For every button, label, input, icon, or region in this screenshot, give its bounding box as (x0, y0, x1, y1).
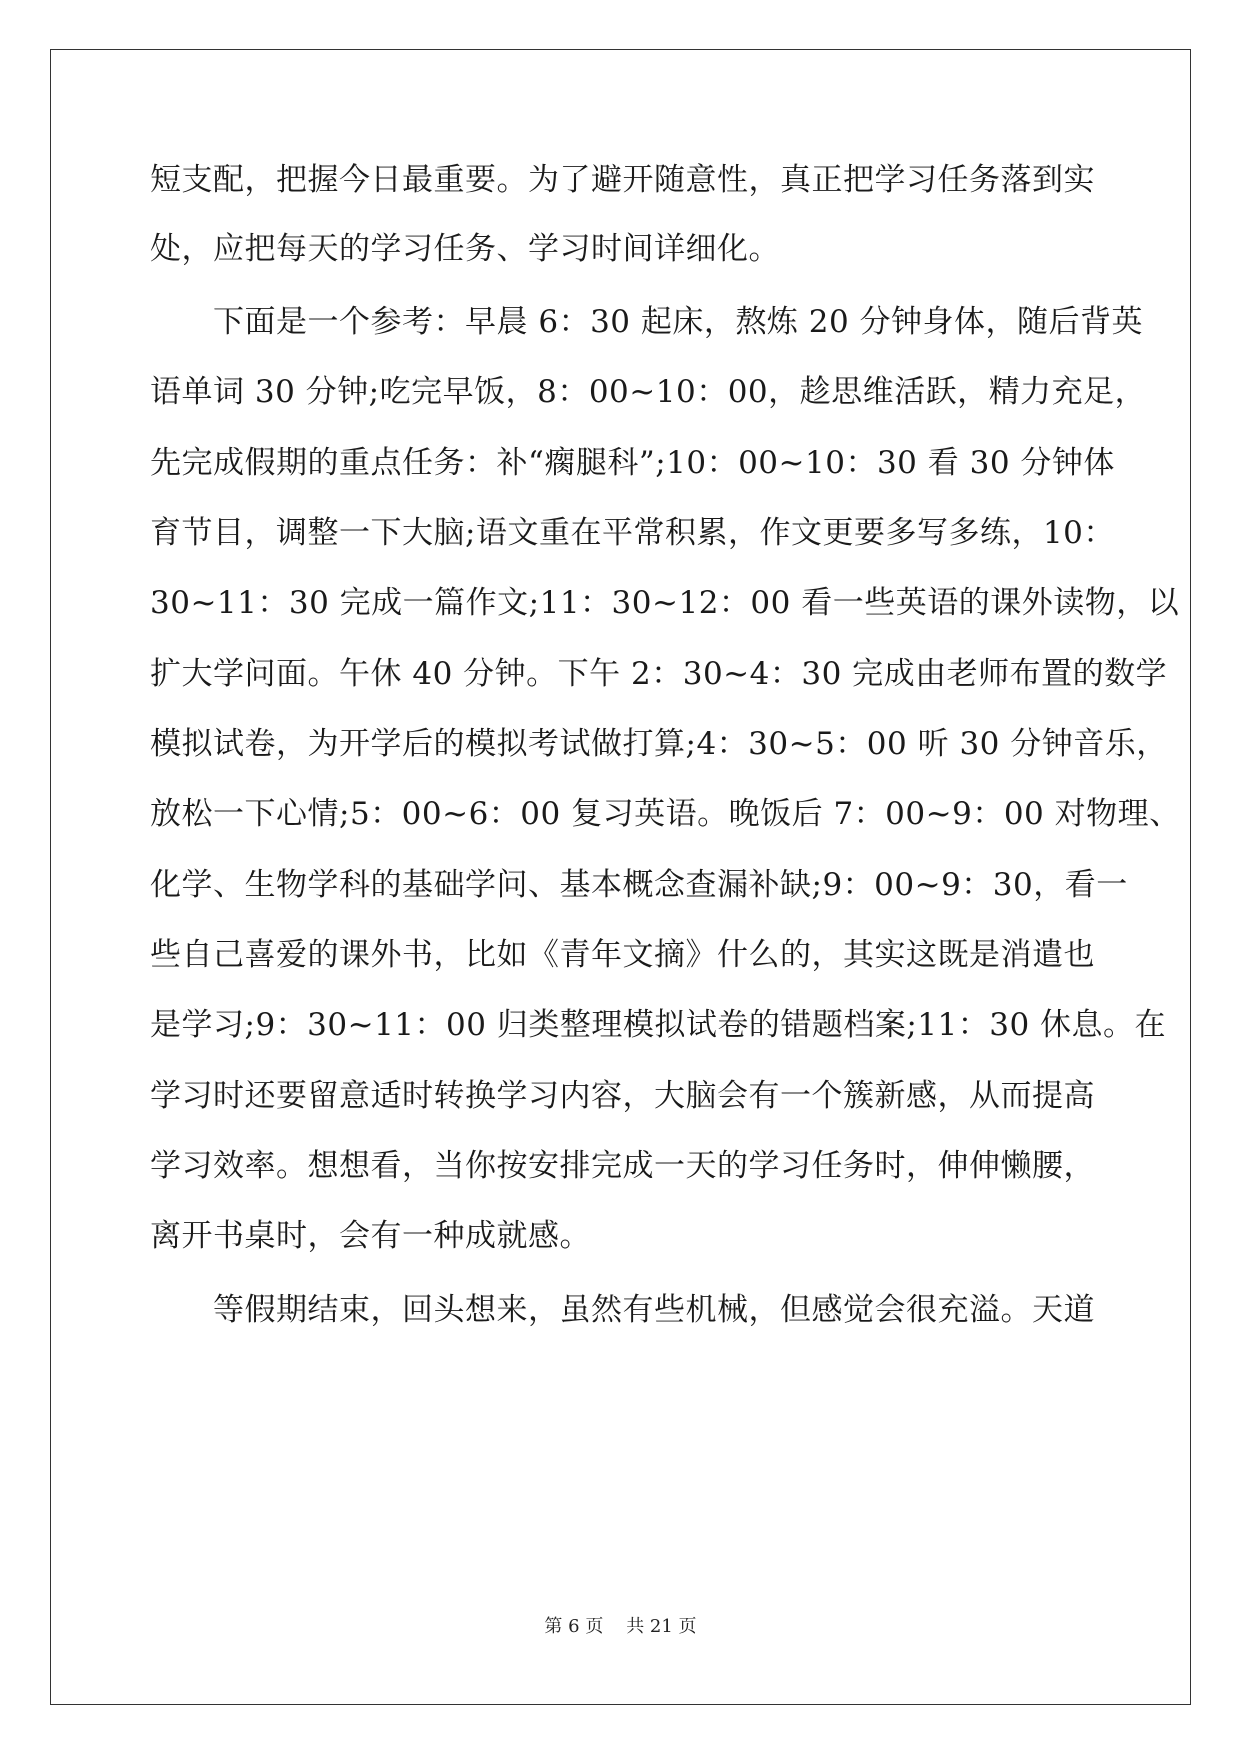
text-line: 育节目，调整一下大脑;语文重在平常积累，作文更要多写多练，10： (150, 515, 1115, 551)
text-line: 离开书桌时，会有一种成就感。 (150, 1218, 591, 1254)
text-line: 学习时还要留意适时转换学习内容，大脑会有一个簇新感，从而提高 (150, 1078, 1095, 1114)
text-line: 放松一下心情;5：00~6：00 复习英语。晚饭后 7：00~9：00 对物理、 (150, 796, 1181, 832)
text-line: 先完成假期的重点任务：补“瘸腿科”;10：00~10：30 看 30 分钟体 (150, 445, 1115, 481)
text-line: 扩大学问面。午休 40 分钟。下午 2：30~4：30 完成由老师布置的数学 (150, 656, 1168, 692)
text-line: 些自己喜爱的课外书，比如《青年文摘》什么的，其实这既是消遣也 (150, 937, 1095, 973)
text-line: 语单词 30 分钟;吃完早饭，8：00~10：00，趁思维活跃，精力充足， (150, 374, 1147, 410)
text-line: 等假期结束，回头想来，虽然有些机械，但感觉会很充溢。天道 (213, 1292, 1095, 1328)
text-line: 下面是一个参考：早晨 6：30 起床，熬炼 20 分钟身体，随后背英 (213, 304, 1144, 340)
text-line: 学习效率。想想看，当你按安排完成一天的学习任务时，伸伸懒腰， (150, 1148, 1095, 1184)
text-line: 短支配，把握今日最重要。为了避开随意性，真正把学习任务落到实 (150, 162, 1095, 198)
text-line: 模拟试卷，为开学后的模拟考试做打算;4：30~5：00 听 30 分钟音乐， (150, 726, 1168, 762)
page-number: 第 6 页 共 21 页 (544, 1616, 697, 1637)
text-line: 处，应把每天的学习任务、学习时间详细化。 (150, 231, 780, 267)
text-line: 化学、生物学科的基础学问、基本概念查漏补缺;9：00~9：30，看一 (150, 867, 1128, 903)
text-line: 是学习;9：30~11：00 归类整理模拟试卷的错题档案;11：30 休息。在 (150, 1007, 1167, 1043)
text-line: 30~11：30 完成一篇作文;11：30~12：00 看一些英语的课外读物，以 (150, 585, 1180, 621)
